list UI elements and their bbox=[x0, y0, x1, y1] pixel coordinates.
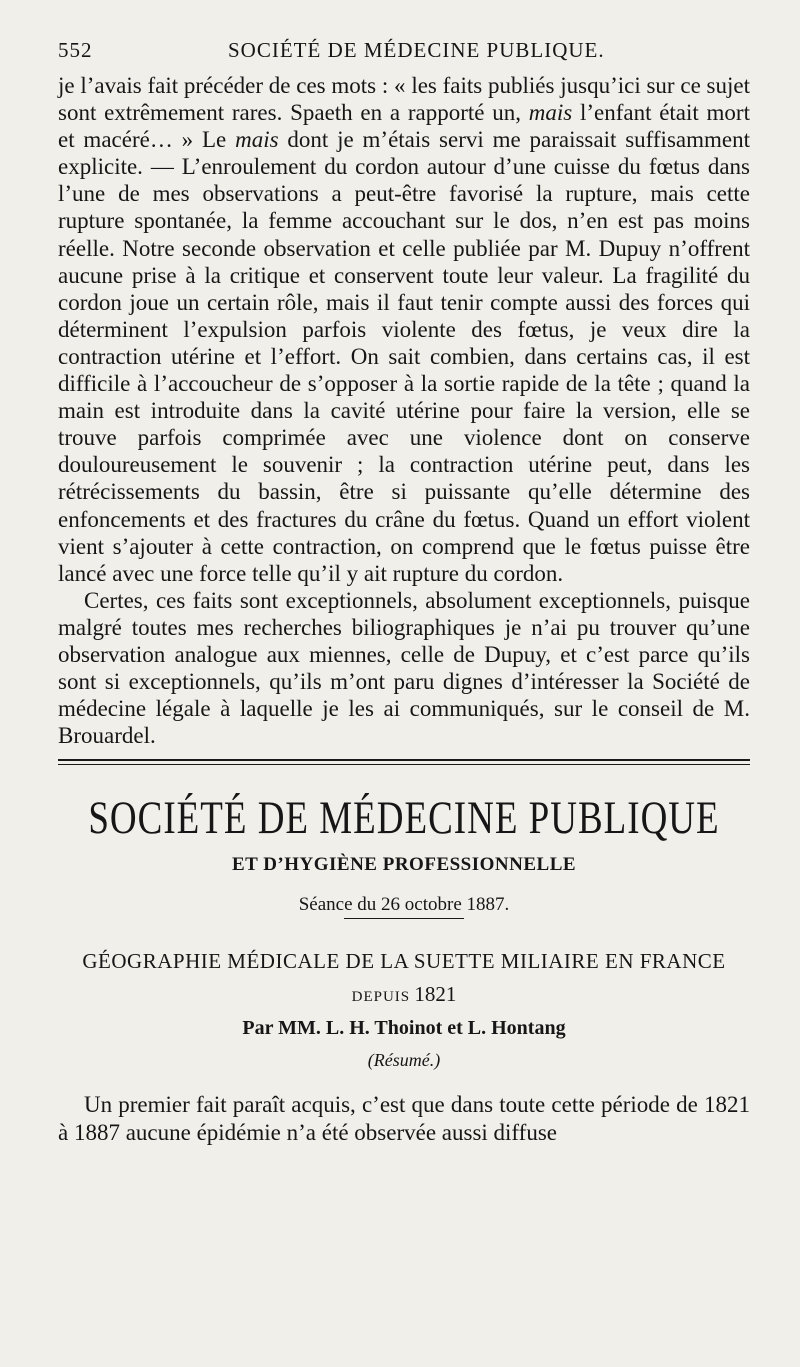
paragraph: Certes, ces faits sont exceptionnels, absolument exceptionnels, puisque malgré toutes mes recherches biliographiques je n’ai pu trouver qu’une observation analogue aux miennes, celle de Dupuy, et c’est parce qu’ils sont si exceptionnels, qu’ils m’ont paru dignes d’intéresser la Société de médecine légale à laquelle je les ai communiqués, sur le conseil de M. Brouardel. bbox=[58, 587, 750, 749]
society-subtitle: ET D’HYGIÈNE PROFESSIONNELLE bbox=[231, 854, 577, 876]
emphasis: mais bbox=[528, 100, 573, 126]
paragraph bbox=[58, 72, 750, 587]
running-header bbox=[58, 38, 750, 72]
page-number: 552 bbox=[58, 38, 93, 62]
article-resume: (Résumé.) bbox=[367, 1050, 441, 1071]
text-run: l’enfant était mort et macéré… » Le bbox=[58, 100, 750, 153]
society-title: SOCIÉTÉ DE MÉDECINE PUBLIQUE bbox=[88, 793, 720, 845]
page bbox=[58, 38, 750, 1147]
body-text bbox=[58, 72, 750, 749]
text-run: dont je m’étais servi me paraissait suffisamment explicite. — L’enroulement du cordon autour d’une cuisse du fœtus dans l’une de mes observations a peut-être favorisé la rupture, mais cette rupture spontanée, la femme accouchant sur le dos, n’en est pas moins réelle. Notre seconde observation et celle publiée par M. Dupuy n’offrent aucune prise à la critique et conservent toute leur valeur. La fragilité du cordon joue un certain rôle, mais il faut tenir compte aussi des forces qui déterminent l’expulsion parfois violente des fœtus, je veux dire la contraction utérine et l’effort. On sait combien, dans certains cas, il est difficile à l’accoucheur de s’opposer à la sortie rapide de la tête ; quand la main est introduite dans la cavité utérine pour faire la version, elle se trouve parfois comprimée avec une violence dont on conserve douloureusement le souvenir ; la contraction utérine peut, dans les rétrécissements du bassin, être si puissante qu’elle détermine des enfoncements et des fractures du crâne du fœtus. Quand un effort violent vient s’ajouter à cette contraction, on comprend que le fœtus puisse être lancé avec une force telle qu’il y ait rupture du cordon. bbox=[58, 127, 750, 586]
article-subtitle bbox=[58, 982, 750, 1007]
depuis-word: DEPUIS bbox=[351, 989, 411, 1006]
paragraph: Un premier fait paraît acquis, c’est que dans toute cette période de 1821 à 1887 aucune épidémie n’a été observée aussi diffuse bbox=[58, 1092, 750, 1146]
emphasis: mais bbox=[235, 127, 279, 153]
article-title: GÉOGRAPHIE MÉDICALE DE LA SUETTE MILIAIRE EN FRANCE bbox=[82, 949, 726, 974]
short-rule bbox=[344, 918, 464, 919]
section-divider bbox=[58, 759, 750, 765]
divider-rule bbox=[58, 764, 750, 765]
text-run: je l’avais fait précéder de ces mots : « les faits publiés jusqu’ici sur ce sujet sont extrêmement rares. Spaeth en a rapporté un, bbox=[58, 73, 750, 126]
divider-rule bbox=[58, 759, 750, 761]
depuis-year: 1821 bbox=[414, 982, 457, 1007]
article-authors: Par MM. L. H. Thoinot et L. Hontang bbox=[242, 1017, 566, 1040]
running-title: SOCIÉTÉ DE MÉDECINE PUBLIQUE. bbox=[228, 38, 605, 62]
seance-date: Séance du 26 octobre 1887. bbox=[298, 894, 510, 916]
